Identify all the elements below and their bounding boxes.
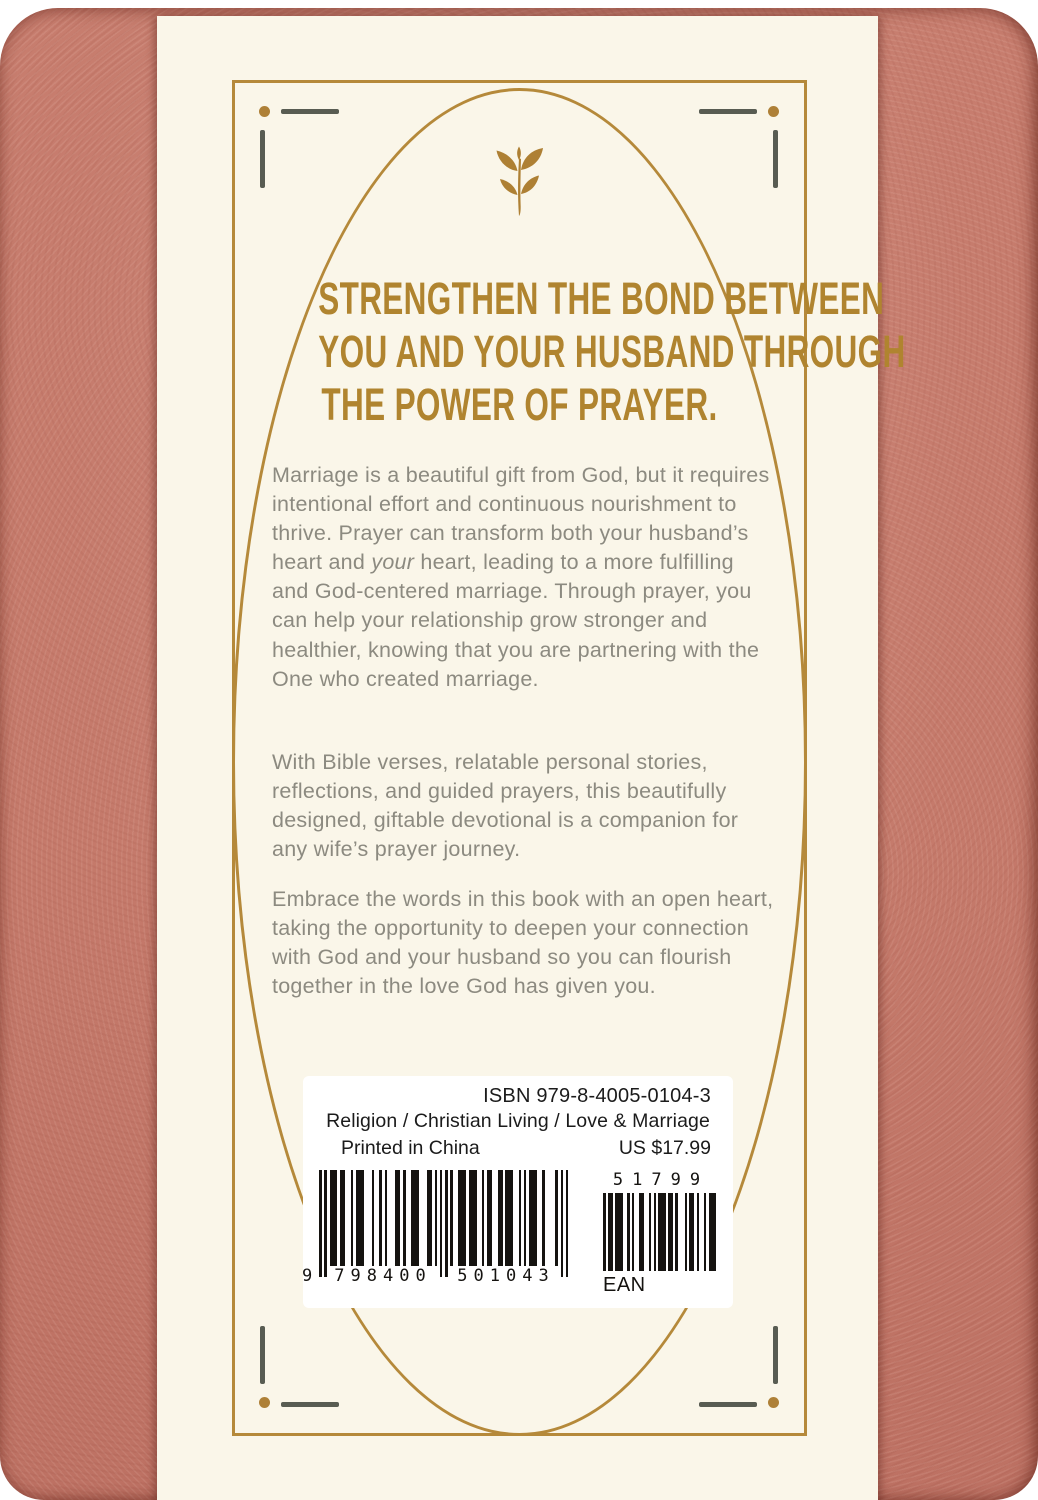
supplement-bars bbox=[601, 1193, 715, 1271]
paragraph-3: Embrace the words in this book with an open heart, taking the opportunity to deepen your connection with God and your husband so you can flourish together in the love God has given you. bbox=[272, 887, 774, 999]
corner-dot-top-right bbox=[768, 106, 779, 117]
ean13-digits-group1: 798400 bbox=[328, 1266, 438, 1286]
printed-in-text: Printed in China bbox=[341, 1137, 480, 1159]
ean13-lead-digit: 9 bbox=[302, 1266, 313, 1286]
corner-dash-v-top-right bbox=[773, 130, 778, 188]
paragraph-1-italic-word: your bbox=[371, 550, 415, 575]
headline-line-2: YOU AND YOUR HUSBAND THROUGH bbox=[318, 326, 906, 377]
paragraph-1 bbox=[272, 461, 776, 694]
leaf-sprig-icon bbox=[492, 146, 546, 220]
ean-label: EAN bbox=[603, 1274, 646, 1296]
headline-line-1: STRENGTHEN THE BOND BETWEEN bbox=[318, 273, 885, 324]
corner-dot-bottom-left bbox=[259, 1397, 270, 1408]
corner-dash-h-bottom-left bbox=[281, 1402, 339, 1407]
corner-dash-v-top-left bbox=[260, 130, 265, 188]
corner-dot-top-left bbox=[259, 106, 270, 117]
book-back-cover bbox=[0, 8, 1038, 1500]
price-supplement-barcode bbox=[601, 1170, 715, 1296]
barcode-panel bbox=[303, 1076, 733, 1308]
corner-dash-h-bottom-right bbox=[699, 1402, 757, 1407]
paragraph-1-text: Marriage is a beautiful gift from God, but it requires intentional effort and continuous nourishment to thrive. Prayer can transform both your husband’s heart and bbox=[272, 463, 770, 575]
price-text: US $17.99 bbox=[618, 1137, 711, 1159]
category-text: Religion / Christian Living / Love & Marriage bbox=[326, 1110, 710, 1132]
print-price-row bbox=[303, 1133, 733, 1160]
paragraph-2: With Bible verses, relatable personal stories, reflections, and guided prayers, this beautifully designed, giftable devotional is a companion for any wife’s prayer journey. bbox=[272, 750, 739, 862]
corner-dot-bottom-right bbox=[768, 1397, 779, 1408]
headline-line-3: THE POWER OF PRAYER. bbox=[321, 379, 718, 430]
corner-dash-v-bottom-right bbox=[773, 1326, 778, 1384]
supplement-digits: 51799 bbox=[612, 1170, 710, 1190]
barcode-area bbox=[303, 1166, 733, 1308]
headline bbox=[232, 272, 906, 431]
corner-dash-h-top-left bbox=[281, 109, 339, 114]
corner-dash-h-top-right bbox=[699, 109, 757, 114]
paragraph-1-text-cont: heart, leading to a more fulfilling and God-centered marriage. Through prayer, you can help your relationship grow stronger and healthier, knowing that you are partnering with the One who created marriage. bbox=[272, 550, 760, 691]
corner-dash-v-bottom-left bbox=[260, 1326, 265, 1384]
ean13-digits-group2: 501043 bbox=[451, 1266, 561, 1286]
ean13-bars bbox=[319, 1170, 569, 1277]
ean13-barcode bbox=[302, 1170, 569, 1298]
isbn-text: ISBN 979-8-4005-0104-3 bbox=[483, 1085, 711, 1107]
